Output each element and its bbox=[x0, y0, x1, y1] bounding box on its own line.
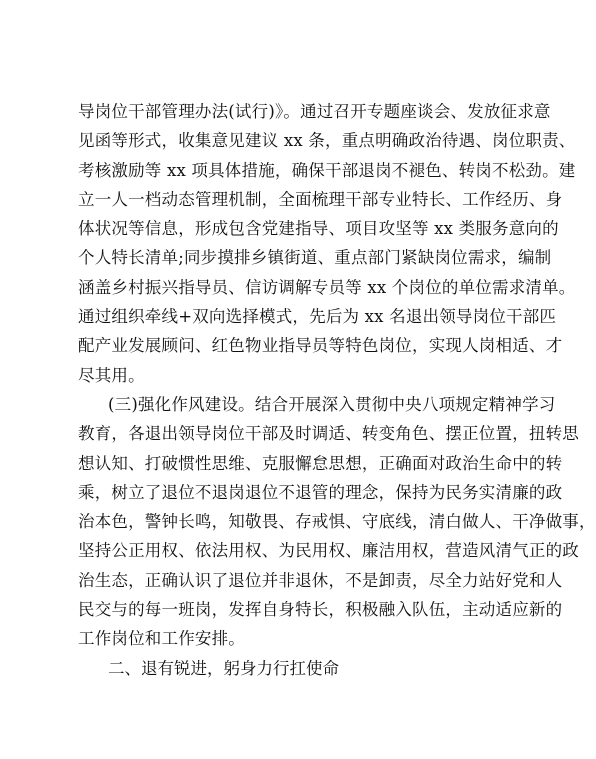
text-line: 教育，各退出领导岗位干部及时调适、转变角色、摆正位置，扭转思 bbox=[78, 424, 579, 444]
paragraph-talent-matching bbox=[78, 97, 576, 390]
text-line: 想认知、打破惯性思维、克服懈怠思想，正确面对政治生命中的转 bbox=[78, 453, 563, 473]
text-line: (三)强化作风建设。结合开展深入贯彻中央八项规定精神学习 bbox=[108, 394, 556, 414]
text-line: 立一人一档动态管理机制，全面梳理干部专业特长、工作经历、身 bbox=[78, 189, 563, 209]
text-line: 坚持公正用权、依法用权、为民用权、廉洁用权，营造风清气正的政 bbox=[78, 541, 579, 561]
text-line: 个人特长清单;同步摸排乡镇街道、重点部门紧缺岗位需求，编制 bbox=[78, 248, 552, 268]
text-line: 民交与的每一班岗，发挥自身特长，积极融入队伍，主动适应新的 bbox=[78, 600, 563, 620]
text-line: 涵盖乡村振兴指导员、信访调解专员等 xx 个岗位的单位需求清单。 bbox=[78, 277, 576, 297]
document-body bbox=[78, 97, 596, 683]
section-heading: 二、退有锐进，躬身力行扛使命 bbox=[108, 658, 339, 678]
text-line: 通过组织牵线+双向选择模式，先后为 xx 名退出领导岗位干部匹 bbox=[78, 307, 557, 327]
text-line: 考核激励等 xx 项具体措施，确保干部退岗不褪色、转岗不松劲。建 bbox=[78, 160, 576, 180]
text-line: 尽其用。 bbox=[78, 365, 145, 385]
text-line: 工作岗位和工作安排。 bbox=[78, 629, 245, 649]
text-line: 治生态，正确认识了退位并非退休，不是卸责，尽全力站好党和人 bbox=[78, 570, 563, 590]
text-line: 导岗位干部管理办法(试行)》。通过召开专题座谈会、发放征求意 bbox=[78, 102, 551, 121]
text-line: 治本色，警钟长鸣，知敬畏、存戒惧、守底线，清白做人、干净做事， bbox=[78, 512, 596, 532]
paragraph-style-building bbox=[78, 390, 596, 654]
text-line: 配产业发展顾问、红色物业指导员等特色岗位，实现人岗相适、才 bbox=[78, 336, 563, 356]
text-line: 见函等形式，收集意见建议 xx 条，重点明确政治待遇、岗位职责、 bbox=[78, 131, 576, 151]
text-line: 体状况等信息，形成包含党建指导、项目攻坚等 xx 类服务意向的 bbox=[78, 219, 559, 239]
text-line: 乘，树立了退位不退岗退位不退管的理念，保持为民务实清廉的政 bbox=[78, 482, 563, 502]
